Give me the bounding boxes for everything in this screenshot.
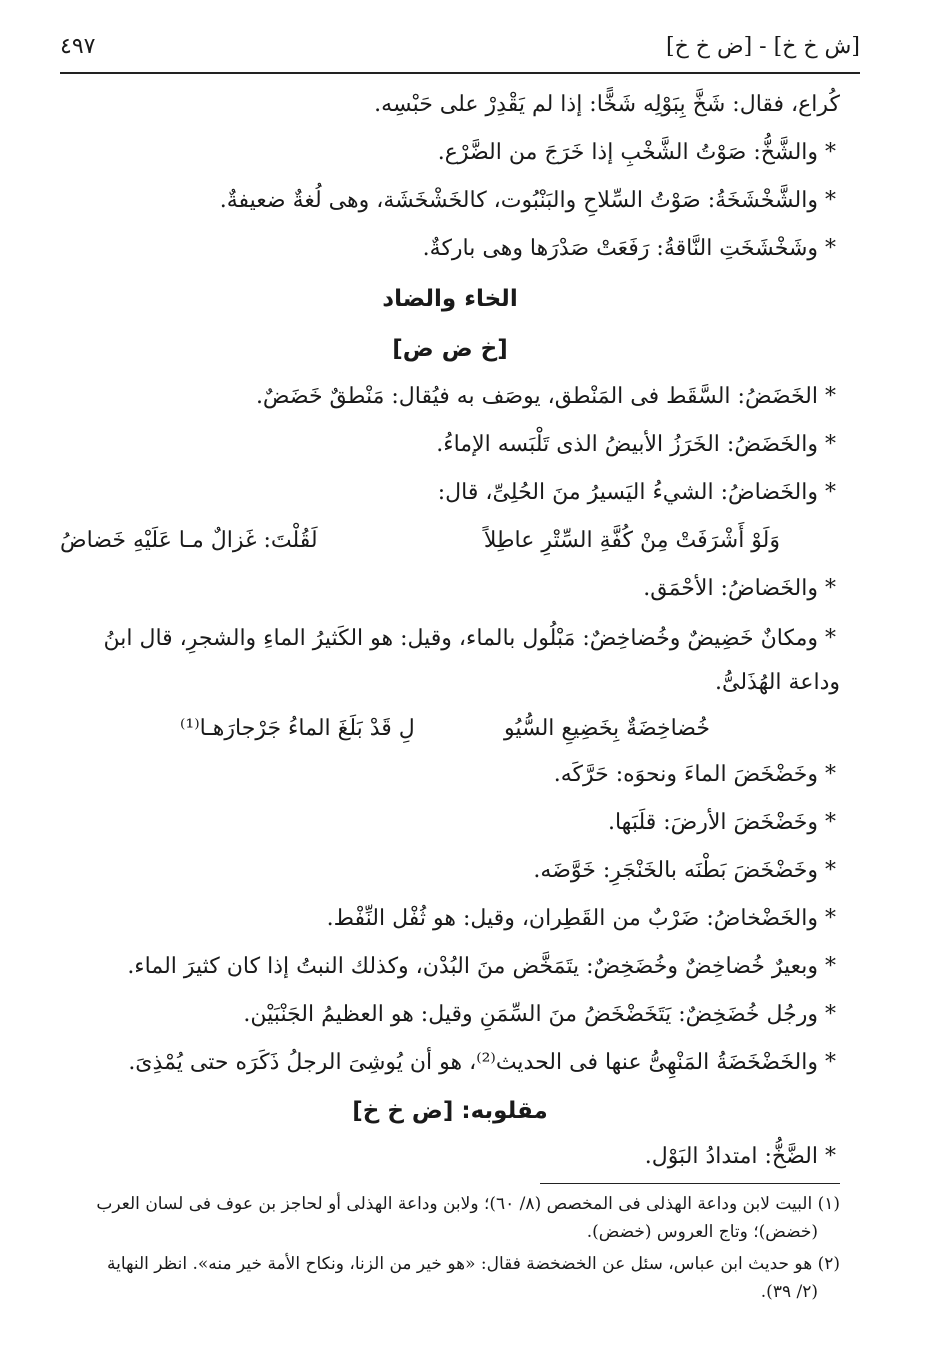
footnote-line: (خضض)؛ وتاج العروس (خضض). <box>586 1222 818 1242</box>
verse-second-hemistich: لَقُلْتَ: غَزالٌ مـا عَلَيْهِ خَضاضُ <box>60 528 318 553</box>
section-heading: الخاء والضاد <box>382 286 518 312</box>
text-line: وداعة الهُذَلىُّ. <box>715 670 840 695</box>
verse-first-hemistich: خُضاخِضَةٌ بِخَضِيعِ السُّيُو <box>503 716 710 741</box>
footnote-line: (٢/ ٣٩). <box>760 1282 818 1302</box>
entry-line: * وخَضْخَضَ الأرضَ: قلَبَها. <box>607 810 836 835</box>
verse-second-hemistich: لِ قَدْ بَلَغَ الماءُ جَرْجارَهـا⁽¹⁾ <box>180 716 415 741</box>
entry-line: * وخَضْخَضَ بَطْنَه بالخَنْجَرِ: خَوَّضَه. <box>533 858 836 883</box>
running-title: [ش خ خ] - [ض خ خ] <box>666 34 860 59</box>
verse-line <box>60 712 840 746</box>
entry-line: * الضَّخُّ: امتدادُ البَوْل. <box>644 1144 836 1169</box>
entry-line: * ومكانٌ خَضِيضٌ وخُضاخِضٌ: مَبْلُول بالماء، وقيل: هو الكَثيرُ الماءِ والشجرِ، قال ابنُ <box>103 626 836 651</box>
verse-first-hemistich: وَلَوْ أَشْرَفَتْ مِنْ كُفَّةِ السِّتْرِ عاطِلاً <box>483 528 780 553</box>
entry-line: * والخَضَضُ: الخَرَزُ الأبيضُ الذى تَلْبَسه الإماءُ. <box>436 432 836 457</box>
page-header <box>60 28 860 74</box>
entry-line: * والخَضاضُ: الشيءُ اليَسيرُ منَ الحُلِىِّ، قال: <box>437 480 836 505</box>
maqlub-heading: مقلوبه: [ض خ خ] <box>352 1098 548 1124</box>
entry-line: * والشَّخُّ: صَوْتُ الشَّخْبِ إذا خَرَجَ من الضَّرْع. <box>437 140 836 165</box>
entry-line: * والخَضاضُ: الأحْمَق. <box>643 576 836 601</box>
entry-line: * والخَضْخاضُ: ضَرْبٌ من القَطِران، وقيل: هو ثُفْل النِّفْط. <box>326 906 836 931</box>
footnote-line: (٢) هو حديث ابن عباس، سئل عن الخضخضة فقال: «هو خير من الزنا، ونكاح الأمة خير منه». انظر النهاية <box>106 1254 840 1274</box>
page-number: ٤٩٧ <box>60 34 96 59</box>
entry-line: * والخَضْخَضَةُ المَنْهِىُّ عنها فى الحديث⁽²⁾، هو أن يُوشِىَ الرجلُ ذَكَرَه حتى يُمْذِىَ. <box>128 1050 836 1075</box>
text-line: كُراع، فقال: شَخَّ بِبَوْلِه شَخًّا: إذا لم يَقْدِرْ على حَبْسِه. <box>374 92 840 117</box>
footnote-line: (١) البيت لابن وداعة الهذلى فى المخصص (٨/ ٦٠)؛ ولابن وداعة الهذلى أو لحاجز بن عوف فى لسان العرب <box>96 1194 840 1214</box>
entry-line: * وبعيرٌ خُضاخِضٌ وخُضَخِضٌ: يتَمَخَّض منَ البُدْن، وكذلك النبتُ إذا كان كثيرَ الماء. <box>127 954 836 979</box>
entry-line: * وشَخْشَخَتِ النَّاقةُ: رَفَعَتْ صَدْرَها وهى باركةٌ. <box>422 236 836 261</box>
root-heading: [خ ض ض] <box>392 336 508 362</box>
footnote-rule <box>540 1183 840 1184</box>
entry-line: * الخَضَضُ: السَّقَط فى المَنْطق، يوصَف به فيُقال: مَنْطقٌ خَضَضٌ. <box>255 384 836 409</box>
entry-line: * وخَضْخَضَ الماءَ ونحوَه: حَرَّكَه. <box>553 762 836 787</box>
entry-line: * والشَّخْشَخَةُ: صَوْتُ السِّلاحِ والبَنْبُوت، كالخَشْخَشَة، وهى لُغةٌ ضعيفةٌ. <box>219 188 836 213</box>
entry-line: * ورجُل خُضَخِضٌ: يَتَخَضْخَضُ منَ السِّمَنِ وقيل: هو العظيمُ الجَنْبَيْن. <box>243 1002 836 1027</box>
verse-line <box>60 524 840 558</box>
